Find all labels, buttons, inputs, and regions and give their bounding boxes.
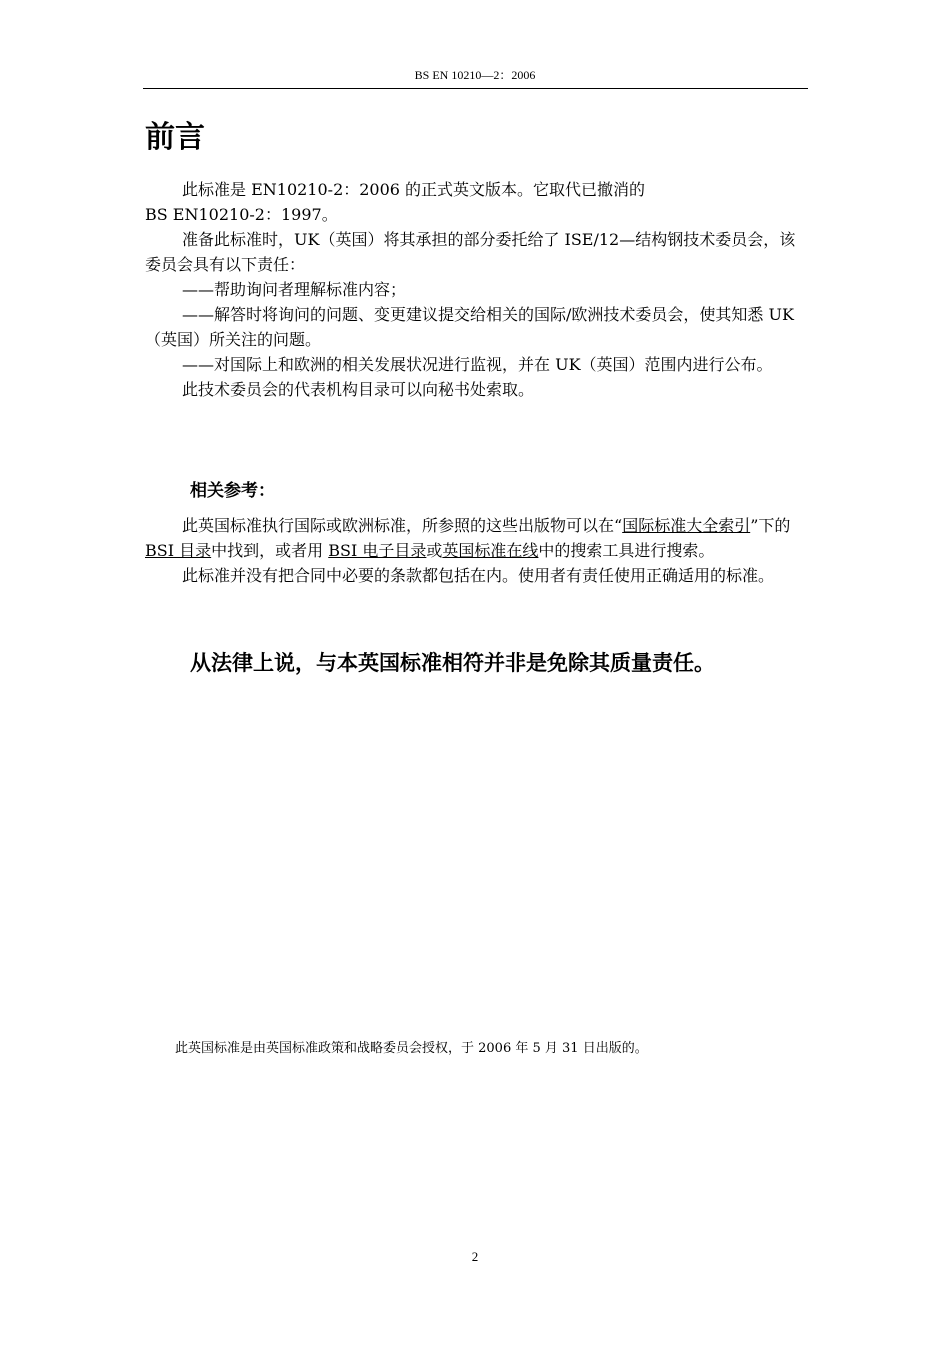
running-header: BS EN 10210—2：2006 [414,68,536,82]
publication-note: 此英国标准是由英国标准政策和战略委员会授权，于 2006 年 5 月 31 日出版的。 [175,1041,648,1056]
references-para2: 此标准并没有把合同中必要的条款都包括在内。使用者有责任使用正确适用的标准。 [182,566,775,585]
references-text-2: ”下的 [750,516,791,535]
foreword-body [145,177,807,402]
index-link[interactable]: 国际标准大全索引 [622,516,751,535]
page-number: 2 [471,1249,479,1264]
references-text-1: 此英国标准执行国际或欧洲标准，所参照的这些出版物可以在“ [182,516,623,535]
references-heading: 相关参考： [190,481,275,501]
legal-notice: 从法律上说，与本英国标准相符并非是免除其质量责任。 [190,651,715,675]
bs-online-link[interactable]: 英国标准在线 [442,541,539,560]
foreword-para2: 准备此标准时，UK（英国）将其承担的部分委托给了 ISE/12—结构钢技术委员会，该委员会具有以下责任： [145,230,796,274]
foreword-title: 前言 [145,120,205,155]
foreword-bullet-3: ——对国际上和欧洲的相关发展状况进行监视，并在 UK（英国）范围内进行公布。 [182,355,773,374]
references-para1 [145,513,807,563]
references-text-4: 或 [426,541,443,560]
foreword-bullet-1: ——帮助询问者理解标准内容； [182,280,407,299]
foreword-para1-line1: 此标准是 EN10210-2：2006 的正式英文版本。它取代已撤消的 [182,180,646,199]
bsi-e-catalogue-link[interactable]: BSI 电子目录 [328,541,427,560]
foreword-para3: 此技术委员会的代表机构目录可以向秘书处索取。 [182,380,535,399]
foreword-bullet-2: ——解答时将询问的问题、变更建议提交给相关的国际/欧洲技术委员会，使其知悉 UK（英国）所关注的问题。 [145,305,794,349]
references-text-5: 中的搜索工具进行搜索。 [538,541,715,560]
references-text-3: 中找到，或者用 [211,541,329,560]
foreword-para1-line2: BS EN10210-2：1997。 [145,205,338,224]
header-divider [143,88,808,89]
references-body [145,513,807,588]
bsi-catalogue-link[interactable]: BSI 目录 [145,541,212,560]
